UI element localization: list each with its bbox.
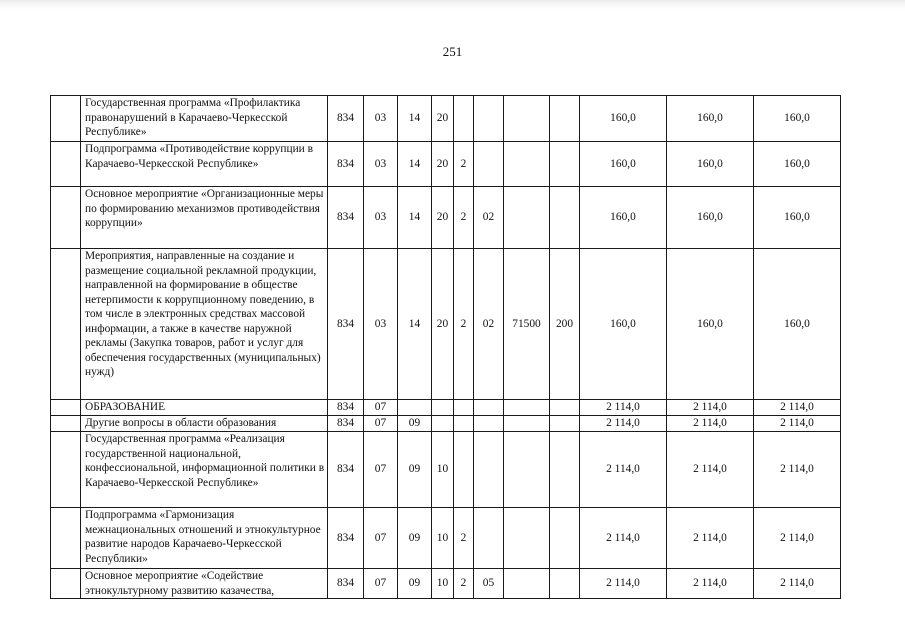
row-name: Государственная программа «Профилактика правонарушений в Карачаево-Черкесской Республике» (81, 96, 328, 142)
ved-code: 834 (328, 187, 364, 249)
expense-type-code: 200 (550, 249, 580, 400)
table-row (51, 416, 841, 432)
amount-year-1: 2 114,0 (580, 432, 667, 508)
direction-code (504, 569, 550, 599)
amount-year-1: 2 114,0 (580, 508, 667, 569)
margin-cell (51, 249, 81, 400)
ved-code: 834 (328, 416, 364, 432)
ved-code: 834 (328, 508, 364, 569)
ved-code: 834 (328, 400, 364, 416)
subprogram-code: 2 (454, 249, 474, 400)
main-event-code (474, 416, 504, 432)
margin-cell (51, 142, 81, 187)
subsection-code: 09 (398, 416, 432, 432)
subsection-code (398, 400, 432, 416)
amount-year-2: 160,0 (667, 249, 754, 400)
row-name: Государственная программа «Реализация государственной национальной, конфессиональной, информационной политики в Карачаево-Черкесской Республике» (81, 432, 328, 508)
amount-year-1: 2 114,0 (580, 400, 667, 416)
ved-code: 834 (328, 142, 364, 187)
margin-cell (51, 96, 81, 142)
amount-year-2: 160,0 (667, 187, 754, 249)
subsection-code: 14 (398, 187, 432, 249)
amount-year-2: 2 114,0 (667, 508, 754, 569)
subprogram-code: 2 (454, 187, 474, 249)
table-row (51, 432, 841, 508)
expense-type-code (550, 400, 580, 416)
amount-year-2: 160,0 (667, 96, 754, 142)
table-row (51, 249, 841, 400)
amount-year-1: 160,0 (580, 187, 667, 249)
amount-year-1: 160,0 (580, 249, 667, 400)
row-name: Основное мероприятие «Организационные меры по формированию механизмов противодействия коррупции» (81, 187, 328, 249)
subprogram-code: 2 (454, 142, 474, 187)
main-event-code: 05 (474, 569, 504, 599)
amount-year-2: 2 114,0 (667, 400, 754, 416)
amount-year-2: 160,0 (667, 142, 754, 187)
subprogram-code: 2 (454, 508, 474, 569)
margin-cell (51, 432, 81, 508)
section-code: 07 (364, 400, 398, 416)
amount-year-3: 160,0 (754, 96, 841, 142)
amount-year-3: 160,0 (754, 187, 841, 249)
expense-type-code (550, 569, 580, 599)
direction-code (504, 416, 550, 432)
amount-year-1: 160,0 (580, 96, 667, 142)
subprogram-code (454, 400, 474, 416)
program-code (432, 416, 454, 432)
row-name: Подпрограмма «Гармонизация межнациональных отношений и этнокультурное развитие народов Карачаево-Черкесской Республики» (81, 508, 328, 569)
section-code: 07 (364, 508, 398, 569)
main-event-code (474, 508, 504, 569)
direction-code (504, 400, 550, 416)
direction-code (504, 142, 550, 187)
row-name: ОБРАЗОВАНИЕ (81, 400, 328, 416)
section-code: 03 (364, 96, 398, 142)
main-event-code (474, 432, 504, 508)
direction-code: 71500 (504, 249, 550, 400)
ved-code: 834 (328, 96, 364, 142)
amount-year-1: 160,0 (580, 142, 667, 187)
main-event-code (474, 142, 504, 187)
amount-year-2: 2 114,0 (667, 416, 754, 432)
table-row (51, 508, 841, 569)
budget-table (50, 95, 841, 599)
expense-type-code (550, 508, 580, 569)
amount-year-3: 2 114,0 (754, 432, 841, 508)
section-code: 03 (364, 249, 398, 400)
margin-cell (51, 400, 81, 416)
row-name: Подпрограмма «Противодействие коррупции в Карачаево-Черкесской Республике» (81, 142, 328, 187)
section-code: 03 (364, 187, 398, 249)
program-code: 10 (432, 508, 454, 569)
direction-code (504, 508, 550, 569)
expense-type-code (550, 432, 580, 508)
expense-type-code (550, 96, 580, 142)
table-row (51, 400, 841, 416)
subsection-code: 09 (398, 569, 432, 599)
subprogram-code: 2 (454, 569, 474, 599)
table-row (51, 96, 841, 142)
amount-year-3: 160,0 (754, 142, 841, 187)
program-code: 10 (432, 432, 454, 508)
direction-code (504, 96, 550, 142)
margin-cell (51, 187, 81, 249)
amount-year-3: 2 114,0 (754, 416, 841, 432)
expense-type-code (550, 187, 580, 249)
program-code (432, 400, 454, 416)
section-code: 07 (364, 432, 398, 508)
program-code: 20 (432, 142, 454, 187)
amount-year-3: 2 114,0 (754, 508, 841, 569)
margin-cell (51, 569, 81, 599)
subsection-code: 14 (398, 96, 432, 142)
margin-cell (51, 508, 81, 569)
program-code: 10 (432, 569, 454, 599)
subsection-code: 14 (398, 142, 432, 187)
row-name: Мероприятия, направленные на создание и размещение социальной рекламной продукции, направленной на формирование в обществе нетерпимости к коррупционному поведению, в том числе в электронных средствах массовой информации, а также в качестве наружной рекламы (Закупка товаров, работ и услуг для обеспечения государственных (муниципальных) нужд) (81, 249, 328, 400)
amount-year-1: 2 114,0 (580, 416, 667, 432)
section-code: 07 (364, 416, 398, 432)
ved-code: 834 (328, 432, 364, 508)
expense-type-code (550, 142, 580, 187)
main-event-code: 02 (474, 249, 504, 400)
main-event-code (474, 96, 504, 142)
subprogram-code (454, 416, 474, 432)
program-code: 20 (432, 96, 454, 142)
table-row (51, 187, 841, 249)
direction-code (504, 432, 550, 508)
ved-code: 834 (328, 569, 364, 599)
amount-year-3: 160,0 (754, 249, 841, 400)
table-row (51, 569, 841, 599)
ved-code: 834 (328, 249, 364, 400)
subprogram-code (454, 96, 474, 142)
main-event-code (474, 400, 504, 416)
scan-edge-shadow (0, 0, 905, 10)
amount-year-2: 2 114,0 (667, 432, 754, 508)
row-name: Другие вопросы в области образования (81, 416, 328, 432)
subsection-code: 09 (398, 508, 432, 569)
program-code: 20 (432, 187, 454, 249)
subprogram-code (454, 432, 474, 508)
page-number: 251 (442, 44, 463, 59)
row-name: Основное мероприятие «Содействие этнокультурному развитию казачества, (81, 569, 328, 599)
section-code: 03 (364, 142, 398, 187)
amount-year-3: 2 114,0 (754, 400, 841, 416)
direction-code (504, 187, 550, 249)
amount-year-2: 2 114,0 (667, 569, 754, 599)
table-row (51, 142, 841, 187)
subsection-code: 14 (398, 249, 432, 400)
program-code: 20 (432, 249, 454, 400)
subsection-code: 09 (398, 432, 432, 508)
amount-year-3: 2 114,0 (754, 569, 841, 599)
section-code: 07 (364, 569, 398, 599)
main-event-code: 02 (474, 187, 504, 249)
margin-cell (51, 416, 81, 432)
amount-year-1: 2 114,0 (580, 569, 667, 599)
expense-type-code (550, 416, 580, 432)
